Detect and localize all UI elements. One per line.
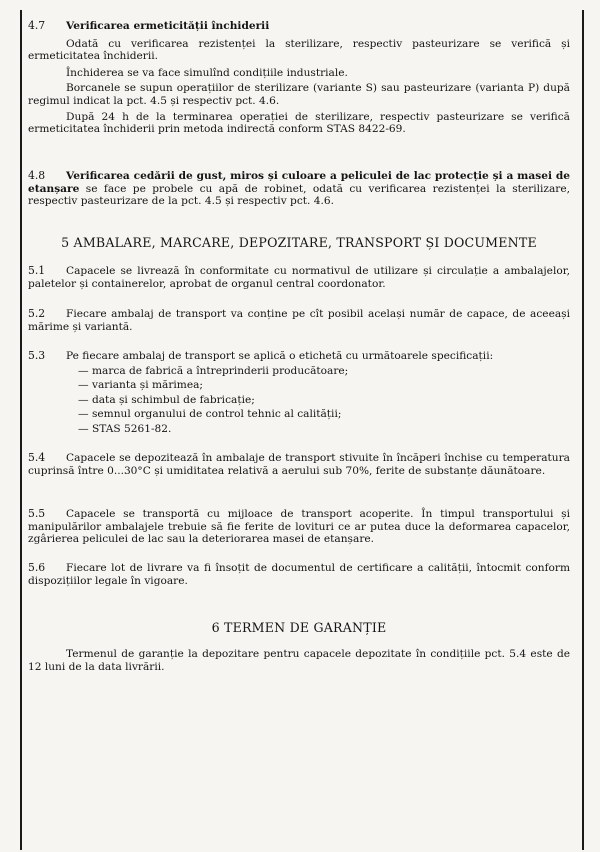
list-item: — data și schimbul de fabricație; [78,393,255,406]
list-item: — varianta și mărimea; [78,379,203,392]
section-title: Verificarea cedării de gust, miros și culoare a peliculei de lac protecție și a masei de etanșare [28,170,570,195]
section-text: Capacele se livrează în conformitate cu normativul de utilizare și circulație a ambalajelor, paletelor și containerelor, aprobat de organul central coordonator. [28,265,570,290]
list-item: — semnul organului de control tehnic al calității; [78,408,342,421]
document-page [20,10,584,850]
chapter-6-heading: 6 TERMEN DE GARANȚIE [211,620,387,635]
section-text: se face pe probele cu apă de robinet, odată cu verificarea rezistenței la sterilizare, respectiv pasteurizare de la pct. 4.5 și respectiv pct. 4.6. [28,182,570,208]
section-4-8 [28,170,570,208]
paragraph: Închiderea se va face simulînd condițiile industriale. [66,66,348,79]
warranty-paragraph: Termenul de garanție la depozitare pentru capacele depozitate în condițiile pct. 5.4 este de 12 luni de la data livrării. [28,648,570,673]
section-number: 5.1 [28,264,46,277]
paragraph: Odată cu verificarea rezistenței la sterilizare, respectiv pasteurizare se verifică și ermeticitatea închiderii. [28,37,570,63]
section-text: Fiecare ambalaj de transport va conține pe cît posibil același număr de capace, de aceeași mărime și variantă. [28,308,570,333]
section-5-5 [28,508,570,546]
paragraph: După 24 h de la terminarea operației de sterilizare, respectiv pasteurizare se verifică ermeticitatea închiderii prin metoda indirectă conform STAS 8422-69. [28,110,570,136]
section-number: 4.8 [28,169,46,182]
section-5-1 [28,265,570,290]
section-5-2 [28,308,570,333]
section-number: 5.3 [28,349,46,362]
list-item: — marca de fabrică a întreprinderii producătoare; [78,364,349,377]
section-number: 4.7 [28,19,46,32]
section-5-4 [28,452,570,477]
section-text: Capacele se depozitează în ambalaje de transport stivuite în încăperi închise cu temperatura cuprinsă între 0...30°C și umiditatea relativă a aerului sub 70%, ferite de substanțe dăunătoare. [28,452,570,477]
section-4-7 [28,20,570,136]
paragraph: Borcanele se supun operațiilor de sterilizare (variante S) sau pasteurizare (varianta P) după regimul indicat la pct. 4.5 și respectiv pct. 4.6. [28,82,570,107]
section-number: 5.2 [28,307,46,320]
section-text: Capacele se transportă cu mijloace de transport acoperite. În timpul transportului și manipulărilor ambalajele trebuie să fie ferite de lovituri ce ar putea duce la deformarea capacelor, zgârierea peliculei de lac sau la deteriorarea masei de etanșare. [28,508,570,546]
section-text: Fiecare lot de livrare va fi însoțit de documentul de certificare a calității, întocmit conform dispozițiilor legale în vigoare. [28,562,570,587]
section-title: Verificarea ermeticității închiderii [66,20,270,32]
section-text: Pe fiecare ambalaj de transport se aplică o etichetă cu următoarele specificații: [66,350,494,362]
section-number: 5.6 [28,561,46,574]
section-number: 5.5 [28,507,46,520]
list-item: — STAS 5261-82. [78,422,172,435]
section-number: 5.4 [28,451,46,464]
specification-list [28,365,570,436]
section-5-3 [28,350,570,436]
section-5-6 [28,562,570,587]
chapter-5-heading: 5 AMBALARE, MARCARE, DEPOZITARE, TRANSPORT ȘI DOCUMENTE [61,235,537,250]
